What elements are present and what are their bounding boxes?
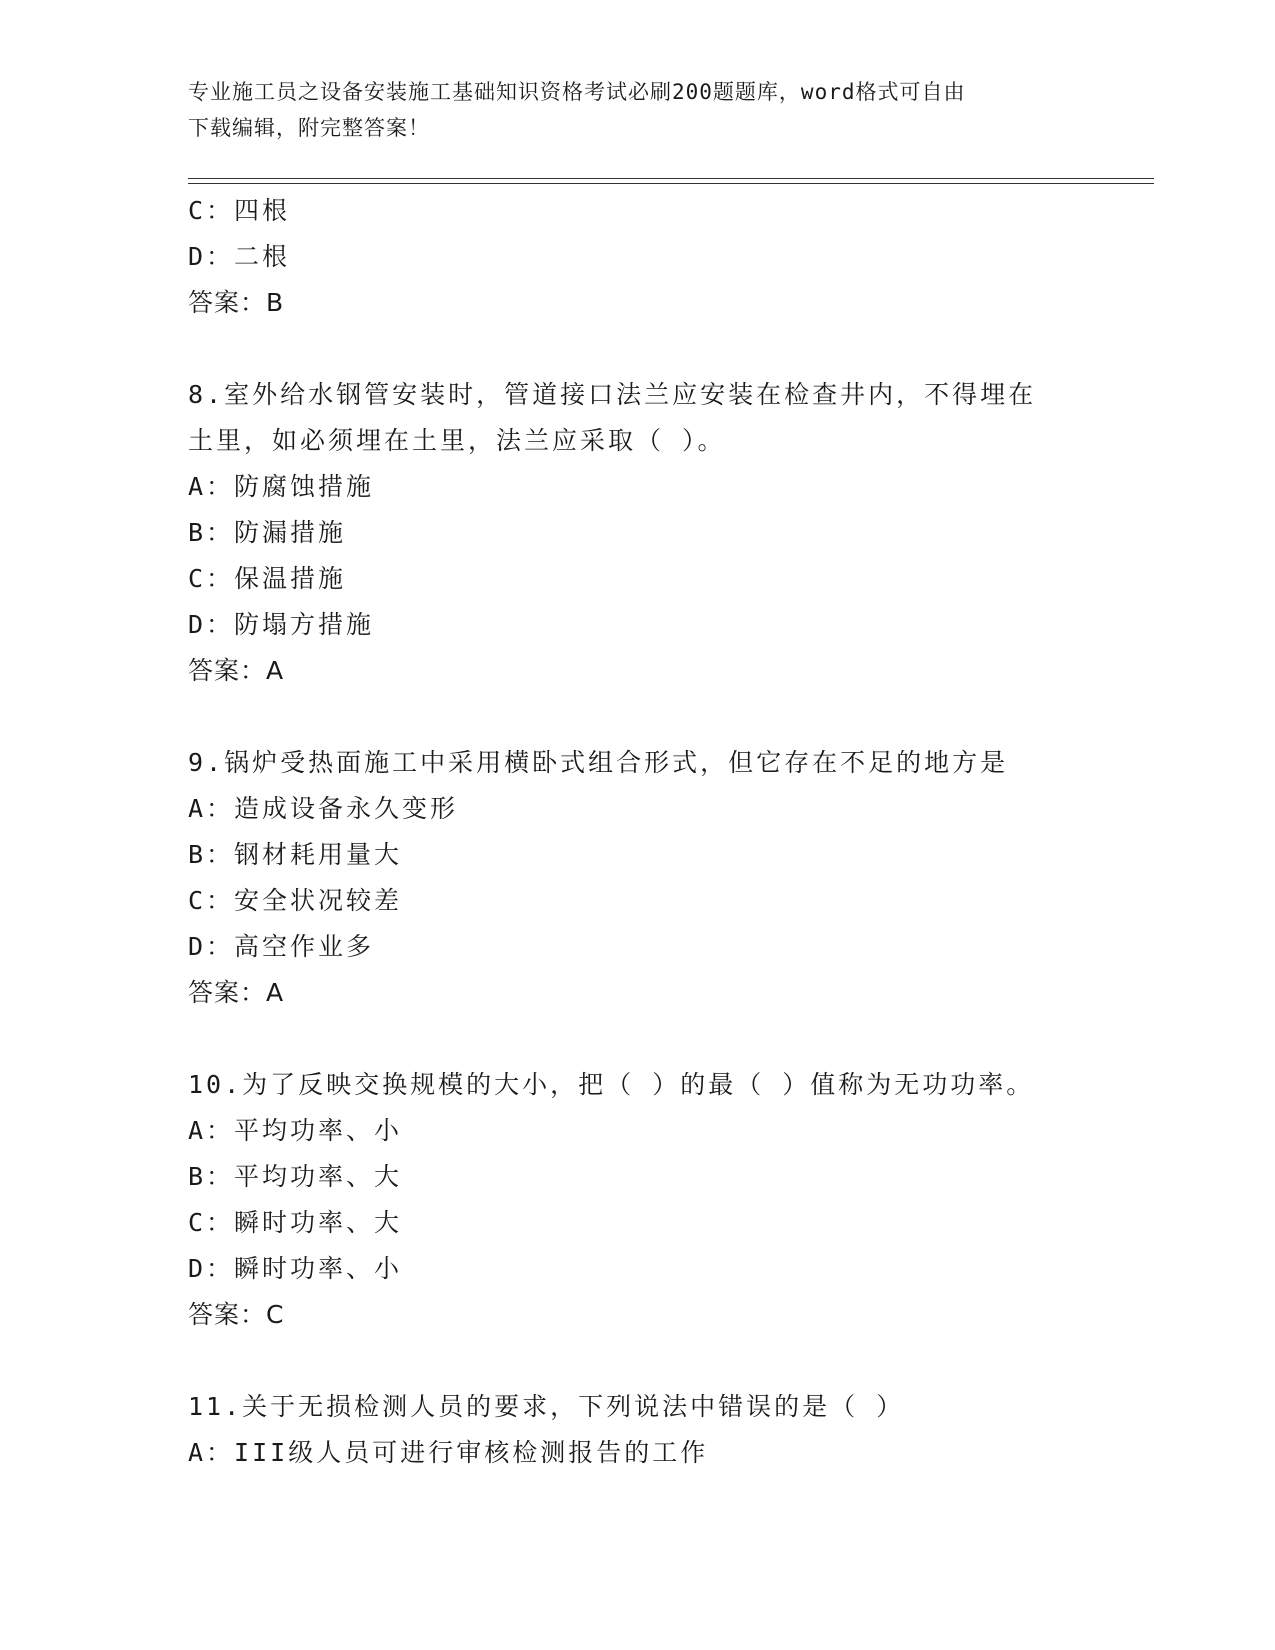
header-divider-bottom: [188, 183, 1154, 184]
option-line: A：造成设备永久变形: [188, 794, 459, 823]
question-line: 11.关于无损检测人员的要求，下列说法中错误的是（ ）: [188, 1392, 905, 1421]
option-line: C：瞬时功率、大: [188, 1208, 403, 1237]
question-line: 10.为了反映交换规模的大小，把（ ）的最（ ）值称为无功功率。: [188, 1070, 1035, 1099]
header-line-2: 下载编辑，附完整答案！: [188, 116, 430, 140]
spacer: [188, 694, 1088, 740]
question-line: 8.室外给水钢管安装时，管道接口法兰应安装在检查井内，不得埋在: [188, 380, 1037, 409]
question-line: 土里，如必须埋在土里，法兰应采取（ ）。: [188, 426, 726, 455]
option-line: B：防漏措施: [188, 518, 347, 547]
document-header: [188, 74, 1088, 146]
option-line: C：四根: [188, 196, 291, 225]
option-line: D：二根: [188, 242, 291, 271]
spacer: [188, 1338, 1088, 1384]
option-line: B：钢材耗用量大: [188, 840, 403, 869]
option-line: D：防塌方措施: [188, 610, 375, 639]
question-content: [188, 188, 1088, 1476]
option-line: D：瞬时功率、小: [188, 1254, 403, 1283]
answer-line: 答案：C: [188, 1300, 285, 1329]
option-line: B：平均功率、大: [188, 1162, 403, 1191]
option-line: A：防腐蚀措施: [188, 472, 375, 501]
spacer: [188, 1016, 1088, 1062]
answer-line: 答案：A: [188, 978, 285, 1007]
header-line-1: 专业施工员之设备安装施工基础知识资格考试必刷200题题库，word格式可自由: [188, 80, 966, 104]
answer-line: 答案：B: [188, 288, 285, 317]
spacer: [188, 326, 1088, 372]
option-line: A：III级人员可进行审核检测报告的工作: [188, 1438, 709, 1467]
question-line: 9.锅炉受热面施工中采用横卧式组合形式，但它存在不足的地方是: [188, 748, 1009, 777]
answer-line: 答案：A: [188, 656, 285, 685]
header-divider-top: [188, 178, 1154, 179]
option-line: D：高空作业多: [188, 932, 375, 961]
option-line: C：安全状况较差: [188, 886, 403, 915]
option-line: A：平均功率、小: [188, 1116, 403, 1145]
option-line: C：保温措施: [188, 564, 347, 593]
